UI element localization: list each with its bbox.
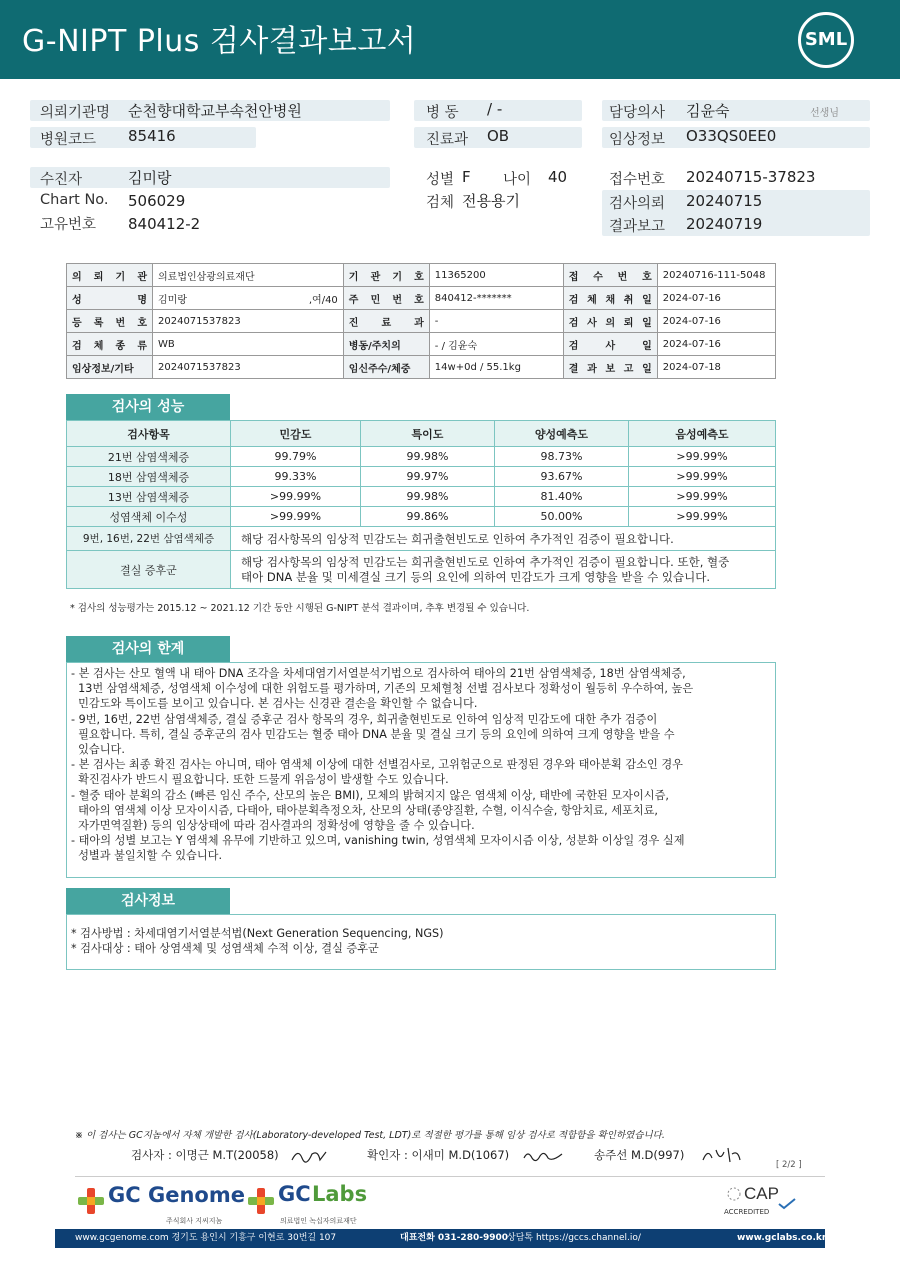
cell-value: 20240716-111-5048 — [657, 264, 775, 287]
table-header-row — [67, 421, 776, 447]
sex-label: 성별 — [426, 172, 455, 188]
report-title: G-NIPT Plus 검사결과보고서 — [22, 24, 417, 59]
cell-label: 병동/주치의 — [343, 333, 429, 356]
note-line: 해당 검사항목의 임상적 민감도는 희귀출현빈도로 인하여 추가적인 검증이 필요합니다. 또한, 혈중 — [241, 554, 730, 569]
cell-value: - / 김윤숙 — [429, 333, 563, 356]
limit-line: 민감도와 특이도를 보이고 있습니다. 본 검사는 신경관 결손을 확인할 수 없습니다. — [71, 697, 478, 711]
specimen-value: 전용용기 — [462, 192, 520, 210]
request-value: 20240715 — [686, 192, 763, 210]
director-signature — [700, 1144, 742, 1166]
cell-value: 11365200 — [429, 264, 563, 287]
cell-label: 등 록 번 호 — [67, 310, 153, 333]
page-number: [ 2/2 ] — [776, 1160, 802, 1170]
row-label: 13번 삼염색체증 — [67, 487, 231, 507]
table-row — [67, 527, 776, 551]
table-row — [67, 551, 776, 589]
tester: 검사자 : 이명근 M.T(20058) — [131, 1148, 279, 1162]
doctor-label: 담당의사 — [609, 105, 666, 121]
footer-website: www.gclabs.co.kr — [737, 1233, 827, 1243]
cell-value: 81.40% — [495, 487, 629, 507]
doctor-suffix: 선생님 — [810, 108, 839, 119]
ldt-note: ※ 이 검사는 GC지놈에서 자체 개발한 검사(Laboratory-developed Test, LDT)로 적절한 평가를 통해 임상 검사로 적합함을 확인하였습니다. — [75, 1130, 665, 1141]
cell-label: 검 사 의 뢰 일 — [563, 310, 657, 333]
specimen-label: 검체 — [426, 195, 455, 211]
detail-table — [66, 263, 776, 379]
limit-line: 자가면역질환) 등의 임상상태에 따라 검사결과의 정확성에 영향을 줄 수 있습니다. — [71, 819, 475, 833]
cell-value: >99.99% — [629, 467, 776, 487]
cell-label: 임상정보/기타 — [67, 356, 153, 379]
cell-label: 임신주수/체중 — [343, 356, 429, 379]
cell-label: 진 료 과 — [343, 310, 429, 333]
cell-value: 98.73% — [495, 447, 629, 467]
cell-value: 2024-07-16 — [657, 333, 775, 356]
confirmer-signature — [522, 1148, 564, 1164]
age-label: 나이 — [503, 172, 532, 188]
code-label: 병원코드 — [40, 132, 97, 148]
cell-value: 50.00% — [495, 507, 629, 527]
gc-labs-logo-labs: Labs — [312, 1182, 368, 1206]
code-value: 85416 — [128, 127, 176, 145]
col-header: 검사항목 — [67, 421, 231, 447]
table-row — [67, 507, 776, 527]
footer-consult: 상담톡 https://gccs.channel.io/ — [507, 1233, 641, 1243]
tester-signature — [290, 1146, 330, 1166]
cell-label: 검 체 채 취 일 — [563, 287, 657, 310]
cell-label: 검 사 일 — [563, 333, 657, 356]
cell-value: ,여/40 — [303, 287, 343, 310]
footer-bar — [55, 1229, 825, 1248]
performance-note: * 검사의 성능평가는 2015.12 ~ 2021.12 기간 동안 시행된 G-NIPT 분석 결과이며, 추후 변경될 수 있습니다. — [70, 603, 530, 614]
report-header — [0, 0, 900, 79]
cap-sub: ACCREDITED — [724, 1208, 770, 1216]
cell-value: 99.79% — [231, 447, 361, 467]
cell-note — [231, 551, 776, 589]
limit-line: 태아의 염색체 이상 모자이시즘, 다태아, 태아분획측정오차, 산모의 상태(종양질환, 수혈, 이식수술, 항암치료, 세포치료, — [71, 803, 658, 817]
id-label: 고유번호 — [40, 217, 97, 233]
clinical-label: 임상정보 — [609, 132, 666, 148]
clinical-value: O33QS0EE0 — [686, 127, 777, 145]
cell-label: 결 과 보 고 일 — [563, 356, 657, 379]
table-row — [67, 467, 776, 487]
limit-line: - 본 검사는 산모 혈액 내 태아 DNA 조각을 차세대염기서열분석기법으로 검사하여 태아의 21번 삼염색체증, 18번 삼염색체증, — [71, 667, 686, 680]
patient-label: 수진자 — [40, 172, 83, 188]
cell-label: 주 민 번 호 — [343, 287, 429, 310]
table-row — [67, 287, 776, 310]
limits-section-title: 검사의 한계 — [66, 636, 230, 662]
cell-value: >99.99% — [231, 487, 361, 507]
cell-value: - — [429, 310, 563, 333]
dept-label: 진료과 — [426, 132, 469, 148]
table-row — [67, 264, 776, 287]
chart-label: Chart No. — [40, 192, 109, 208]
performance-table — [66, 420, 776, 589]
cell-value: 93.67% — [495, 467, 629, 487]
cell-value: WB — [153, 333, 344, 356]
director: 송주선 M.D(997) — [594, 1148, 685, 1162]
cell-value: 14w+0d / 55.1kg — [429, 356, 563, 379]
info-target: * 검사대상 : 태아 상염색체 및 성염색체 수적 이상, 결실 증후군 — [71, 942, 379, 955]
footer-address: www.gcgenome.com 경기도 용인시 기흥구 이현로 30번길 107 — [75, 1233, 337, 1243]
cell-note: 해당 검사항목의 임상적 민감도는 희귀출현빈도로 인하여 추가적인 검증이 필요합니다. — [231, 527, 776, 551]
inst-value: 순천향대학교부속천안병원 — [128, 102, 302, 120]
cell-value: 2024-07-16 — [657, 310, 775, 333]
table-row — [67, 487, 776, 507]
cell-label: 접 수 번 호 — [563, 264, 657, 287]
gc-genome-logo-icon — [78, 1188, 104, 1214]
sex-value: F — [462, 168, 471, 186]
gc-labs-sub: 의료법인 녹십자의료재단 — [280, 1217, 357, 1225]
cell-value: 김미랑 — [153, 287, 304, 310]
cell-value: >99.99% — [629, 487, 776, 507]
limit-line: 필요합니다. 특히, 결실 증후군의 검사 민감도는 혈중 태아 DNA 분율 및 결실 크기 등의 요인에 의하여 크게 영향을 받을 수 — [71, 727, 675, 741]
table-row — [67, 333, 776, 356]
cell-value: >99.99% — [629, 507, 776, 527]
id-value: 840412-2 — [128, 215, 201, 233]
cell-label: 검 체 종 류 — [67, 333, 153, 356]
cap-seal-icon — [726, 1186, 742, 1202]
col-header: 양성예측도 — [495, 421, 629, 447]
cell-value: 99.97% — [361, 467, 495, 487]
request-label: 검사의뢰 — [609, 196, 666, 212]
col-header: 음성예측도 — [629, 421, 776, 447]
note-line: 태아 DNA 분율 및 미세결실 크기 등의 요인에 의하여 민감도가 크게 영향을 받을 수 있습니다. — [241, 569, 710, 584]
row-label: 결실 증후군 — [67, 551, 231, 589]
checkmark-icon — [778, 1198, 796, 1210]
footer-phone: 대표전화 031-280-9900 — [400, 1233, 509, 1243]
gc-labs-logo-gc: GC — [278, 1182, 311, 1206]
limit-line: - 태아의 성별 보고는 Y 염색체 유무에 기반하고 있으며, vanishing twin, 성염색체 모자이시즘 이상, 성분화 이상일 경우 실제 — [71, 834, 685, 848]
row-label: 21번 삼염색체증 — [67, 447, 231, 467]
ward-value: / - — [487, 100, 503, 118]
cell-value: 99.86% — [361, 507, 495, 527]
limit-line: - 본 검사는 최종 확진 검사는 아니며, 태아 염색체 이상에 대한 선별검사로, 고위험군으로 판정된 경우와 태아분획 감소인 경우 — [71, 758, 683, 772]
sml-logo: SML — [798, 12, 854, 68]
info-method: * 검사방법 : 차세대염기서열분석법(Next Generation Sequencing, NGS) — [71, 927, 444, 940]
performance-section-title: 검사의 성능 — [66, 394, 230, 420]
row-label: 성염색체 이수성 — [67, 507, 231, 527]
cell-value: 99.98% — [361, 487, 495, 507]
dept-value: OB — [487, 127, 510, 145]
report-label: 결과보고 — [609, 219, 666, 235]
info-section-title: 검사정보 — [66, 888, 230, 914]
limit-line: - 혈중 태아 분획의 감소 (빠른 임신 주수, 산모의 높은 BMI), 모체의 밝혀지지 않은 염색체 이상, 태반에 국한된 모자이시즘, — [71, 788, 669, 802]
confirmer: 확인자 : 이새미 M.D(1067) — [367, 1148, 510, 1162]
gc-labs-logo-icon — [248, 1188, 274, 1214]
limit-line: 13번 삼염색체증, 성염색체 이수성에 대한 위험도를 평가하며, 기존의 모체혈청 선별 검사보다 정확성이 월등히 우수하여, 높은 — [71, 682, 694, 696]
gc-genome-logo-text: GC Genome — [108, 1183, 245, 1207]
patient-value: 김미랑 — [128, 169, 172, 187]
table-row — [67, 356, 776, 379]
cell-value: >99.99% — [629, 447, 776, 467]
cell-value: 840412-******* — [429, 287, 563, 310]
cell-value: 2024-07-16 — [657, 287, 775, 310]
limit-line: 확진검사가 반드시 필요합니다. 또한 드물게 위음성이 발생할 수도 있습니다. — [71, 773, 449, 787]
age-value: 40 — [548, 168, 568, 186]
cell-label: 성 명 — [67, 287, 153, 310]
receipt-label: 접수번호 — [609, 172, 666, 188]
ward-label: 병 동 — [426, 105, 459, 121]
receipt-value: 20240715-37823 — [686, 168, 816, 186]
limits-text — [71, 666, 693, 864]
cell-label: 의 뢰 기 관 — [67, 264, 153, 287]
gc-genome-sub: 주식회사 지씨지놈 — [166, 1217, 223, 1225]
limit-line: - 9번, 16번, 22번 삼염색체증, 결실 증후군 검사 항목의 경우, 희귀출현빈도로 인하여 임상적 민감도에 대한 추가 검증이 — [71, 712, 658, 726]
limit-line: 성별과 불일치할 수 있습니다. — [71, 849, 223, 863]
patient-bar — [30, 167, 390, 188]
table-row — [67, 447, 776, 467]
cell-value: 2024071537823 — [153, 356, 344, 379]
cell-value: 2024-07-18 — [657, 356, 775, 379]
limit-line: 있습니다. — [71, 743, 125, 757]
report-value: 20240719 — [686, 215, 763, 233]
cell-value: >99.99% — [231, 507, 361, 527]
doctor-value: 김윤숙 — [686, 102, 730, 120]
cell-label: 기 관 기 호 — [343, 264, 429, 287]
row-label: 18번 삼염색체증 — [67, 467, 231, 487]
cell-value: 99.98% — [361, 447, 495, 467]
chart-value: 506029 — [128, 192, 186, 210]
col-header: 민감도 — [231, 421, 361, 447]
table-row — [67, 310, 776, 333]
cell-value: 99.33% — [231, 467, 361, 487]
cap-logo: CAP — [744, 1184, 779, 1203]
footer-divider — [75, 1176, 825, 1177]
col-header: 특이도 — [361, 421, 495, 447]
cell-value: 2024071537823 — [153, 310, 344, 333]
row-label: 9번, 16번, 22번 삼염색체증 — [67, 527, 231, 551]
inst-label: 의뢰기관명 — [40, 105, 111, 121]
cell-value: 의료법인삼광의료재단 — [153, 264, 344, 287]
